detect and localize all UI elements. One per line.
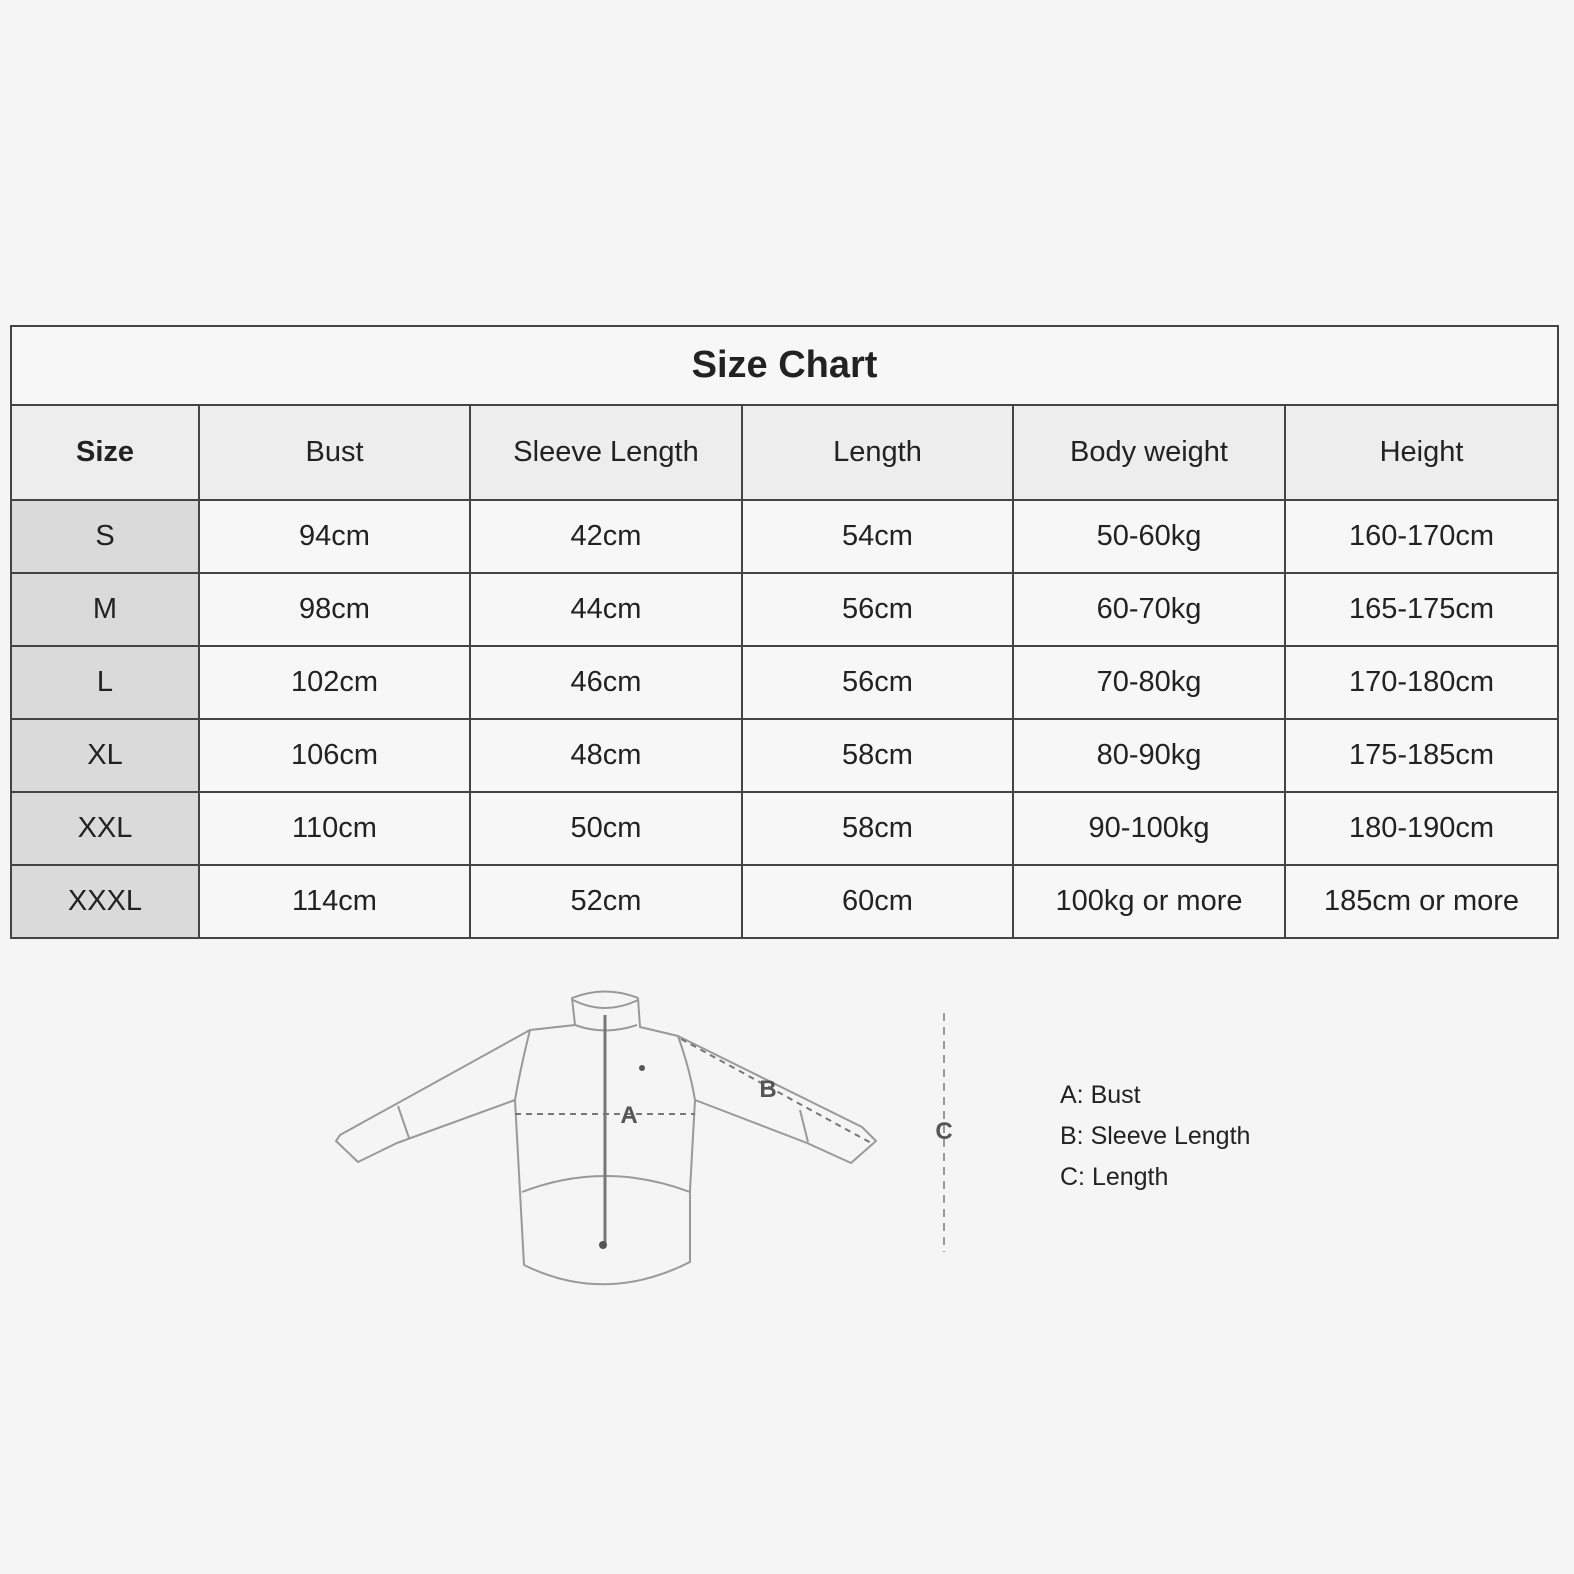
body-weight-cell: 90-100kg bbox=[1013, 792, 1285, 865]
bust-cell: 102cm bbox=[199, 646, 470, 719]
body-weight-cell: 50-60kg bbox=[1013, 500, 1285, 573]
logo-dot bbox=[639, 1065, 645, 1071]
jersey-measurement-diagram bbox=[330, 985, 953, 1295]
height-cell: 165-175cm bbox=[1285, 573, 1558, 646]
table-row bbox=[11, 719, 1558, 792]
length-cell: 58cm bbox=[742, 792, 1013, 865]
sleeve-length-cell: 50cm bbox=[470, 792, 742, 865]
sleeve-length-cell: 42cm bbox=[470, 500, 742, 573]
bust-cell: 110cm bbox=[199, 792, 470, 865]
table-row bbox=[11, 646, 1558, 719]
left-cuff bbox=[398, 1106, 409, 1138]
zipper-pull bbox=[599, 1241, 607, 1249]
height-cell: 175-185cm bbox=[1285, 719, 1558, 792]
sleeve-length-cell: 52cm bbox=[470, 865, 742, 938]
column-header-bust: Bust bbox=[199, 405, 470, 500]
size-cell: M bbox=[11, 573, 199, 646]
bust-cell: 114cm bbox=[199, 865, 470, 938]
height-cell: 185cm or more bbox=[1285, 865, 1558, 938]
label-b: B bbox=[759, 1076, 777, 1103]
size-chart-table bbox=[10, 325, 1559, 939]
sleeve-length-cell: 48cm bbox=[470, 719, 742, 792]
right-cuff bbox=[800, 1110, 808, 1142]
header-row bbox=[11, 405, 1558, 500]
chart-title: Size Chart bbox=[11, 326, 1558, 405]
sleeve-length-cell: 46cm bbox=[470, 646, 742, 719]
column-header-length: Length bbox=[742, 405, 1013, 500]
table-row bbox=[11, 865, 1558, 938]
bust-cell: 106cm bbox=[199, 719, 470, 792]
height-cell: 160-170cm bbox=[1285, 500, 1558, 573]
body-weight-cell: 80-90kg bbox=[1013, 719, 1285, 792]
bust-cell: 94cm bbox=[199, 500, 470, 573]
column-header-height: Height bbox=[1285, 405, 1558, 500]
length-cell: 60cm bbox=[742, 865, 1013, 938]
legend-item-bust: A: Bust bbox=[1060, 1081, 1141, 1109]
height-cell: 180-190cm bbox=[1285, 792, 1558, 865]
bust-cell: 98cm bbox=[199, 573, 470, 646]
measurement-legend bbox=[1060, 1075, 1250, 1198]
label-c: C bbox=[935, 1118, 953, 1145]
column-header-body-weight: Body weight bbox=[1013, 405, 1285, 500]
length-cell: 56cm bbox=[742, 573, 1013, 646]
sleeve-length-cell: 44cm bbox=[470, 573, 742, 646]
size-cell: XXL bbox=[11, 792, 199, 865]
body-weight-cell: 100kg or more bbox=[1013, 865, 1285, 938]
size-cell: L bbox=[11, 646, 199, 719]
size-cell: XXXL bbox=[11, 865, 199, 938]
length-cell: 54cm bbox=[742, 500, 1013, 573]
label-a: A bbox=[620, 1102, 638, 1129]
length-cell: 56cm bbox=[742, 646, 1013, 719]
table-row bbox=[11, 792, 1558, 865]
legend-item-sleeve-length: B: Sleeve Length bbox=[1060, 1122, 1251, 1150]
table-row bbox=[11, 500, 1558, 573]
size-cell: XL bbox=[11, 719, 199, 792]
height-cell: 170-180cm bbox=[1285, 646, 1558, 719]
sleeve-measure-line bbox=[681, 1039, 873, 1144]
body-weight-cell: 70-80kg bbox=[1013, 646, 1285, 719]
legend-item-length: C: Length bbox=[1060, 1163, 1169, 1191]
column-header-sleeve-length: Sleeve Length bbox=[470, 405, 742, 500]
size-cell: S bbox=[11, 500, 199, 573]
left-armhole bbox=[515, 1030, 530, 1100]
table-row bbox=[11, 573, 1558, 646]
length-cell: 58cm bbox=[742, 719, 1013, 792]
body-weight-cell: 60-70kg bbox=[1013, 573, 1285, 646]
column-header-size: Size bbox=[11, 405, 199, 500]
